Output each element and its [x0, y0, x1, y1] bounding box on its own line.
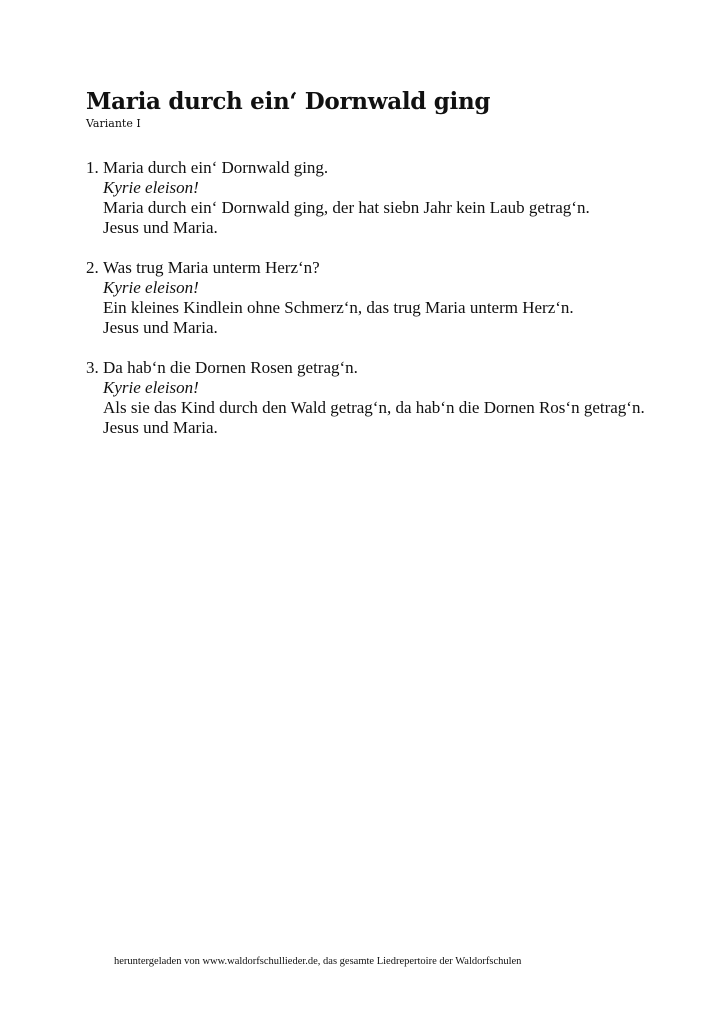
stanza-line-1 — [86, 158, 590, 178]
stanza-line-1 — [86, 358, 645, 378]
stanza-number: 3. — [86, 358, 99, 377]
song-title: Maria durch ein‘ Dornwald ging — [86, 88, 491, 115]
song-variant: Variante I — [86, 117, 141, 130]
stanza-first-line: Da hab‘n die Dornen Rosen getrag‘n. — [103, 358, 358, 377]
stanza-line-3: Maria durch ein‘ Dornwald ging, der hat siebn Jahr kein Laub getrag‘n. — [103, 198, 590, 217]
stanza-number: 2. — [86, 258, 99, 277]
stanza-line-3: Als sie das Kind durch den Wald getrag‘n, da hab‘n die Dornen Ros‘n getrag‘n. — [103, 398, 645, 417]
stanza-closing: Jesus und Maria. — [103, 218, 218, 237]
stanza-refrain: Kyrie eleison! — [103, 378, 199, 397]
stanza-closing: Jesus und Maria. — [103, 318, 218, 337]
stanza-first-line: Maria durch ein‘ Dornwald ging. — [103, 158, 329, 177]
stanza-closing: Jesus und Maria. — [103, 418, 218, 437]
page-footer: heruntergeladen von www.waldorfschullieder.de, das gesamte Liedrepertoire der Waldorfschulen — [114, 956, 522, 967]
stanza-refrain: Kyrie eleison! — [103, 278, 199, 297]
stanza-refrain: Kyrie eleison! — [103, 178, 199, 197]
stanza-number: 1. — [86, 158, 99, 177]
stanza-first-line: Was trug Maria unterm Herz‘n? — [103, 258, 320, 277]
stanza-line-1 — [86, 258, 574, 278]
stanza-3 — [86, 358, 645, 438]
stanza-2 — [86, 258, 574, 338]
stanza-line-3: Ein kleines Kindlein ohne Schmerz‘n, das trug Maria unterm Herz‘n. — [103, 298, 574, 317]
stanza-1 — [86, 158, 590, 238]
